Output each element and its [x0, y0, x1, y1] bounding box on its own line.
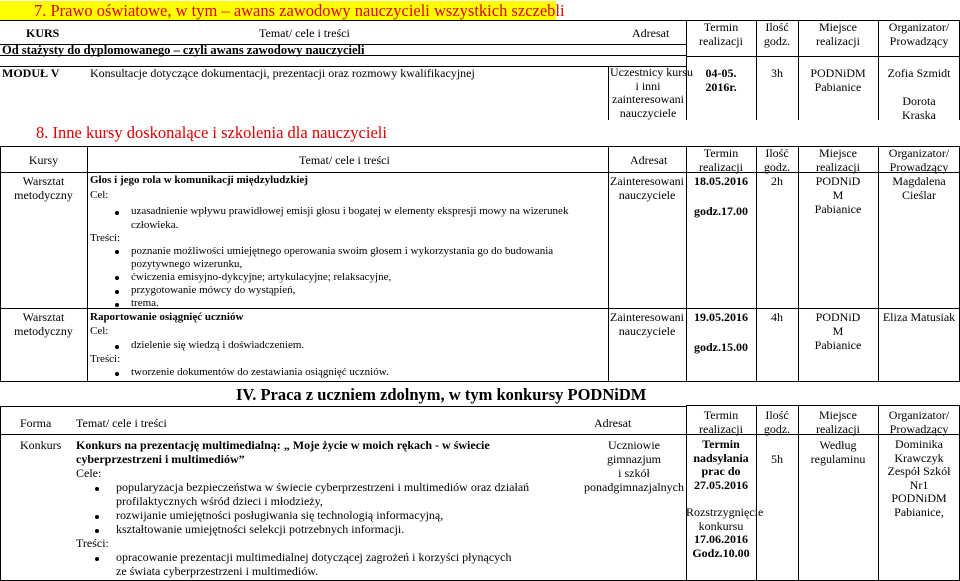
row1-tresci-item: poznanie możliwości umiejętnego operowania swoim głosem i wykorzystania go do budowania [131, 245, 554, 257]
row1-org: Magdalena Cieślar [892, 174, 946, 202]
col-termin-header: Termin realizacji [699, 20, 743, 48]
konkurs-tresci-item-cont: ze świata cyberprzestrzeni i multimediów. [116, 564, 319, 578]
modul-miejsce: PODNiDM Pabianice [810, 66, 866, 94]
row2-tresci-label: Treści: [90, 353, 121, 365]
konkurs-tresci-label: Treści: [76, 536, 109, 550]
row1-tresci-item-cont: pozytywnego wizerunku, [131, 258, 243, 270]
konkurs-adresat: Uczniowie gimnazjum i szkół ponadgimnazjalnych [584, 438, 684, 494]
row1-miejsce: PODNiD M Pabianice [814, 174, 862, 216]
col-adresat-header: Adresat [630, 153, 668, 167]
row1-tresci-item: trema. [131, 297, 159, 309]
konkurs-miejsce: Według regulaminu [810, 438, 866, 466]
col-org-header: Organizator/ Prowadzący [888, 408, 950, 436]
row1-cel-item: uzasadnienie wpływu prawidłowej emisji głosu i bogatej w elementy ekspresji mowy na wizerunek [131, 205, 569, 217]
col-temat-header: Temat/ cele i treści [259, 26, 350, 40]
konkurs-cel-item: popularyzacja bezpieczeństwa w świecie cyberprzestrzeni i multimediów oraz działań [116, 480, 530, 494]
row1-cel-label: Cel: [90, 189, 109, 202]
row1-tresci-item: ćwiczenia emisyjno-dykcyjne; artykulacyjne; relaksacyjne, [131, 271, 392, 283]
row2-miejsce: PODNiD M Pabianice [814, 310, 862, 352]
col-adresat-header: Adresat [632, 26, 670, 40]
col-org-header: Organizator/ Prowadzący [888, 146, 950, 174]
konkurs-cel-item: kształtowanie umiejętności selekcji potrzebnych informacji. [116, 522, 405, 536]
row1-cel-item-cont: człowieka. [131, 219, 179, 231]
konkurs-termin: Termin nadsyłania prac do 27.05.2016 Rozstrzygnięcie konkursu 17.06.2016 Godz.10.00 [686, 437, 764, 560]
konkurs-cel-item: rozwijanie umiejętności posługiwania się technologią informacyjną, [116, 508, 444, 522]
konkurs-org: Dominika Krawczyk Zespół Szkół Nr1 PODNiDM Pabianice, [887, 437, 951, 519]
modul-label: MODUŁ V [2, 66, 60, 80]
col-termin-header: Termin realizacji [699, 408, 743, 436]
konkurs-cel-item-cont: profilaktycznych wśród dzieci i młodzieży, [116, 494, 323, 508]
modul-ilosc: 3h [771, 66, 783, 80]
row1-kurs: Warsztat metodyczny [14, 174, 73, 202]
modul-termin: 04-05. 2016r. [705, 66, 737, 94]
col-kursy-header: Kursy [28, 153, 59, 167]
section-7-heading: 7. Prawo oświatowe, w tym – awans zawodowy nauczycieli wszystkich szczebli [0, 1, 556, 20]
row2-org: Eliza Matusiak [882, 310, 956, 324]
row1-termin: 18.05.2016 godz.17.00 [694, 174, 748, 218]
row2-adresat: Zainteresowani nauczyciele [610, 310, 684, 338]
modul-org: Zofia Szmidt Dorota Kraska [887, 66, 951, 122]
konkurs-ilosc: 5h [771, 452, 783, 466]
row1-title: Głos i jego rola w komunikacji międzyludzkiej [90, 174, 308, 186]
col-miejsce-header: Miejsce realizacji [816, 20, 860, 48]
row2-kurs: Warsztat metodyczny [14, 310, 73, 338]
col-temat-header: Temat/ cele i treści [76, 416, 167, 430]
row1-tresci-item: przygotowanie mówcy do wystąpień, [131, 284, 296, 296]
col-ilosc-header: Ilość godz. [763, 146, 791, 174]
konkurs-title-cont: cyberprzestrzeni i multimediów” [76, 452, 245, 466]
modul-adresat: Uczestnicy kursu i inni zainteresowani nauczyciele [610, 65, 693, 120]
col-forma-header: Forma [20, 416, 52, 430]
modul-temat: Konsultacje dotyczące dokumentacji, prezentacji oraz rozmowy kwalifikacyjnej [90, 66, 475, 80]
section-8-heading: 8. Inne kursy doskonalące i szkolenia dla nauczycieli [36, 123, 387, 142]
col-ilosc-header: Ilość godz. [763, 408, 791, 436]
col-kurs-header: KURS [26, 26, 60, 40]
konkurs-title: Konkurs na prezentację multimedialną: „ Moje życie w moich rękach - w świecie [76, 438, 490, 452]
row1-tresci-label: Treści: [90, 232, 121, 244]
col-miejsce-header: Miejsce realizacji [816, 146, 860, 174]
forma-value: Konkurs [20, 438, 62, 452]
row2-cel-label: Cel: [90, 325, 109, 337]
row2-title: Raportowanie osiągnięć uczniów [90, 311, 244, 323]
col-termin-header: Termin realizacji [699, 146, 743, 174]
row1-adresat: Zainteresowani nauczyciele [610, 174, 684, 202]
row1-ilosc: 2h [771, 174, 783, 188]
col-adresat-header: Adresat [594, 416, 632, 430]
konkurs-tresci-item: opracowanie prezentacji multimedialnej dotyczącej zagrożeń i korzyści płynących [116, 550, 512, 564]
row2-termin: 19.05.2016 godz.15.00 [694, 310, 748, 354]
col-temat-header: Temat/ cele i treści [299, 153, 390, 167]
section-iv-heading: IV. Praca z uczniem zdolnym, w tym konkursy PODNiDM [236, 385, 647, 404]
konkurs-cel-label: Cele: [76, 466, 102, 480]
awans-subheading: Od stażysty do dyplomowanego – czyli awans zawodowy nauczycieli [2, 43, 365, 57]
row2-tresci-item: tworzenie dokumentów do zestawiania osiągnięć uczniów. [131, 366, 389, 378]
col-org-header: Organizator/ Prowadzący [888, 20, 950, 48]
row2-cel-item: dzielenie się wiedzą i doświadczeniem. [131, 339, 305, 351]
col-ilosc-header: Ilość godz. [763, 20, 791, 48]
row2-ilosc: 4h [771, 310, 783, 324]
col-miejsce-header: Miejsce realizacji [816, 408, 860, 436]
